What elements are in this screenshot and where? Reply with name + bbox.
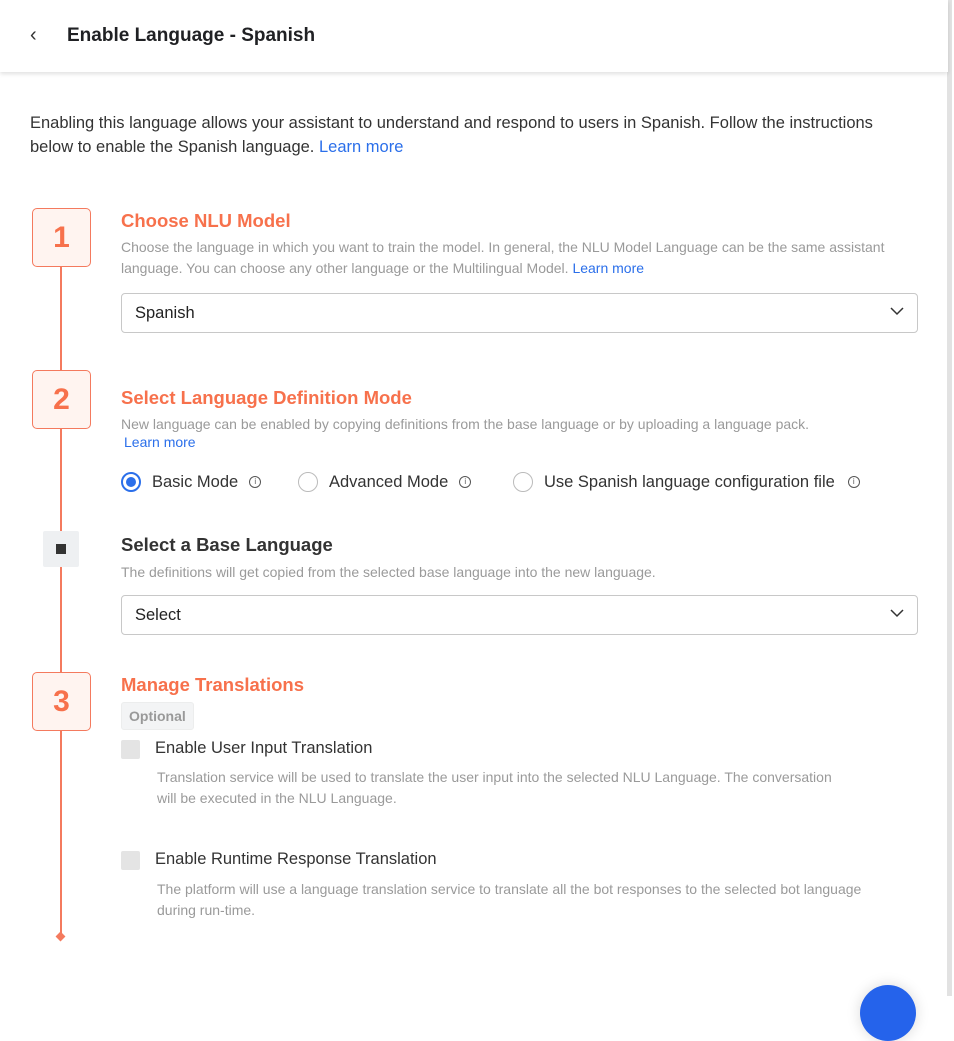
runtime-response-translation-checkbox[interactable] — [121, 851, 140, 870]
base-language-value: Select — [135, 605, 181, 624]
timeline-end-diamond-icon — [56, 932, 66, 942]
intro-text — [30, 111, 890, 159]
floating-action-button[interactable] — [860, 985, 916, 1041]
intro-body: Enabling this language allows your assistant to understand and respond to users in Spanish. Follow the instructions below to enable the Spanish language. — [30, 114, 873, 156]
radio-unselected-icon — [298, 472, 318, 492]
runtime-response-translation-description: The platform will use a language translation service to translate all the bot responses to the selected bot language during run-time. — [157, 881, 862, 918]
info-icon[interactable]: i — [249, 476, 261, 488]
radio-config-file[interactable] — [513, 472, 860, 492]
runtime-response-translation-label: Enable Runtime Response Translation — [155, 850, 437, 868]
user-input-translation-checkbox[interactable] — [121, 740, 140, 759]
nlu-model-value: Spanish — [135, 303, 195, 322]
nlu-model-select[interactable] — [121, 293, 918, 333]
back-chevron-icon[interactable]: ‹ — [30, 24, 37, 46]
radio-selected-icon — [121, 472, 141, 492]
user-input-translation-label: Enable User Input Translation — [155, 739, 373, 757]
header — [0, 0, 948, 72]
timeline-line — [60, 567, 62, 672]
radio-advanced-mode[interactable] — [298, 472, 471, 492]
step-1-title: Choose NLU Model — [121, 210, 291, 231]
optional-badge: Optional — [121, 702, 194, 730]
base-language-select[interactable] — [121, 595, 918, 635]
base-language-description: The definitions will get copied from the selected base language into the new language. — [121, 564, 656, 580]
radio-label: Use Spanish language configuration file — [544, 472, 835, 491]
timeline-line — [60, 730, 62, 935]
user-input-translation-description: Translation service will be used to translate the user input into the selected NLU Language. The conversation will be executed in the NLU Language. — [157, 769, 832, 806]
square-icon — [56, 544, 66, 554]
radio-basic-mode[interactable] — [121, 472, 261, 492]
step-1-description — [121, 237, 911, 279]
scrollbar[interactable] — [947, 0, 952, 996]
intro-learn-more-link[interactable]: Learn more — [319, 138, 404, 156]
step-2-description: New language can be enabled by copying definitions from the base language or by uploading a language pack. — [121, 416, 810, 432]
timeline-line — [60, 428, 62, 531]
page-title: Enable Language - Spanish — [67, 25, 316, 46]
step-2-learn-more-link[interactable]: Learn more — [124, 434, 196, 450]
chevron-down-icon — [890, 606, 904, 620]
radio-label: Advanced Mode — [329, 472, 449, 491]
step-3-title: Manage Translations — [121, 674, 304, 695]
timeline-line — [60, 266, 62, 370]
radio-label: Basic Mode — [152, 472, 239, 491]
step-1-learn-more-link[interactable]: Learn more — [572, 260, 645, 276]
chevron-down-icon — [890, 304, 904, 318]
info-icon[interactable]: i — [848, 476, 860, 488]
info-icon[interactable]: i — [459, 476, 471, 488]
step-2-badge: 2 — [32, 370, 91, 429]
substep-marker — [43, 531, 79, 567]
step-2-title: Select Language Definition Mode — [121, 387, 412, 408]
radio-unselected-icon — [513, 472, 533, 492]
base-language-title: Select a Base Language — [121, 534, 333, 555]
step-1-desc-text: Choose the language in which you want to train the model. In general, the NLU Model Language can be the same assistant language. You can choose any other language or the Multilingual Model. — [121, 239, 885, 276]
step-3-badge: 3 — [32, 672, 91, 731]
step-1-badge: 1 — [32, 208, 91, 267]
